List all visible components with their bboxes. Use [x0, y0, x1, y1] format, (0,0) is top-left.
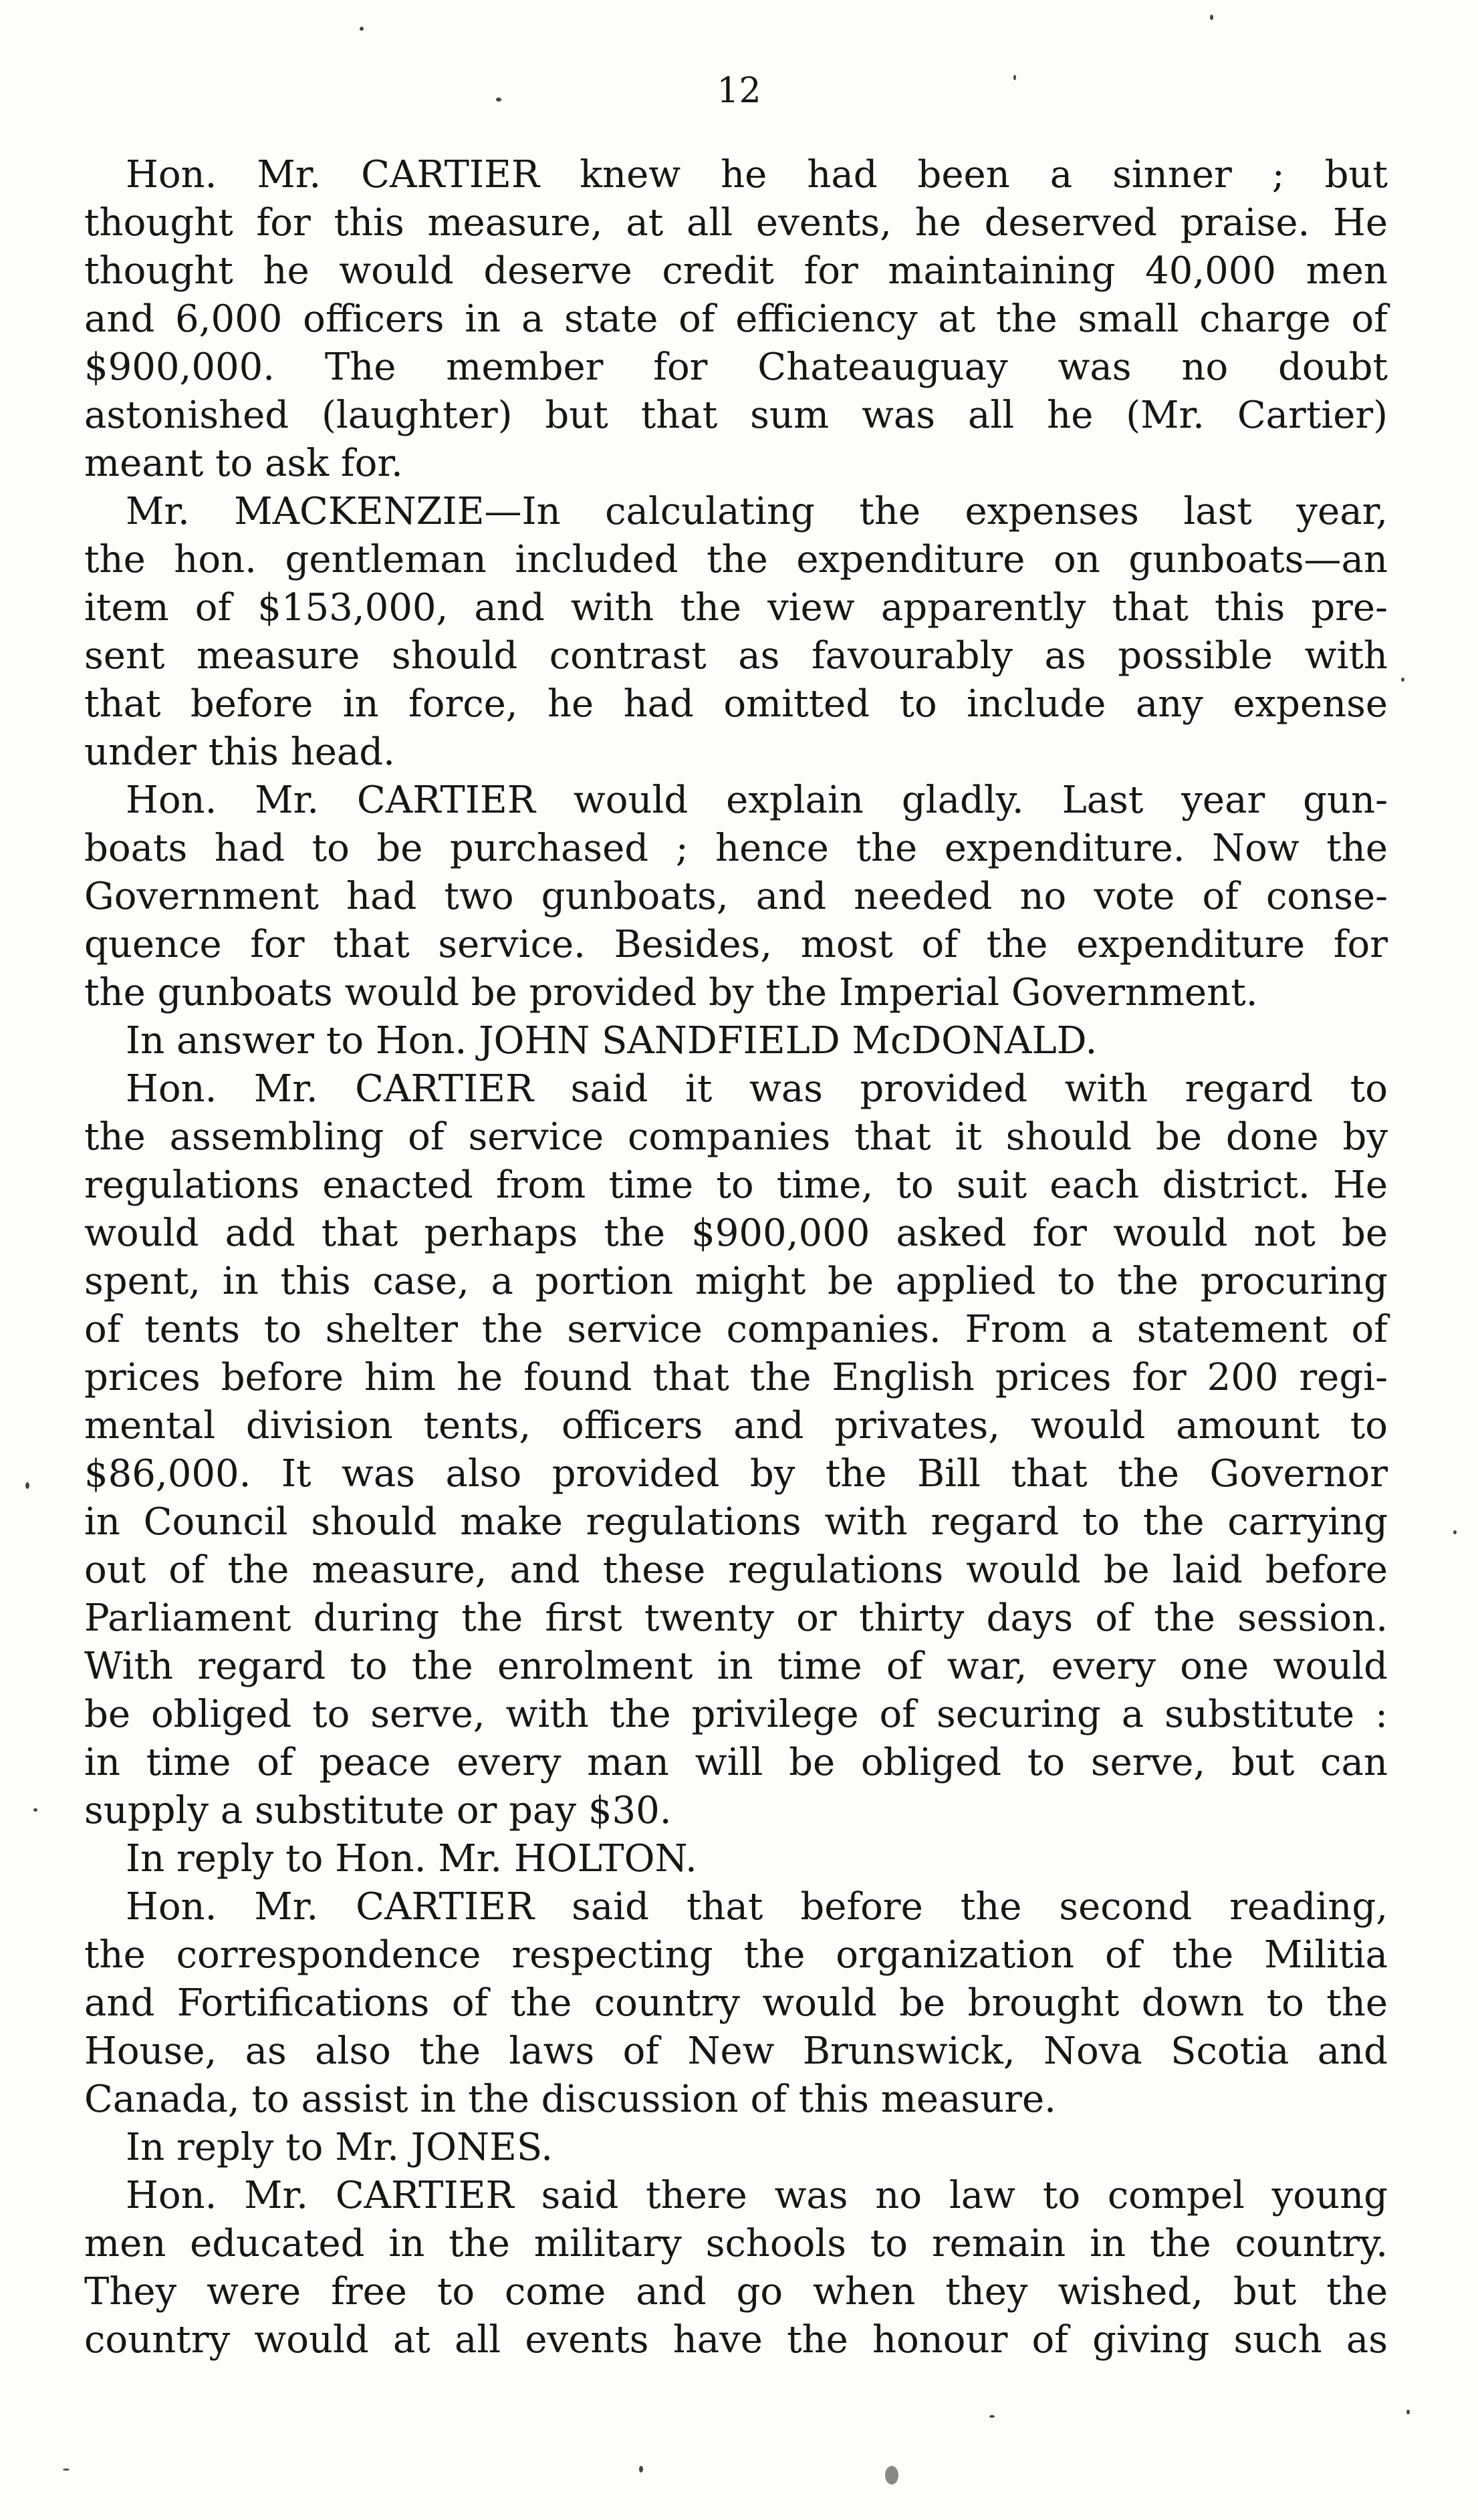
- text-line: and Fortifications of the country would be brought down to the: [84, 1981, 1388, 2025]
- text-line: the hon. gentleman included the expenditure on gunboats—an: [84, 538, 1388, 581]
- text-line: Hon. Mr. CARTIER knew he had been a sinner ; but: [126, 153, 1388, 196]
- scan-speck: [496, 98, 501, 102]
- paragraph: [84, 488, 1388, 777]
- text-line: $86,000. It was also provided by the Bill that the Governor: [84, 1452, 1388, 1496]
- scan-speck: [885, 2466, 898, 2485]
- text-line: Hon. Mr. CARTIER said that before the second reading,: [126, 1885, 1388, 1929]
- text-line: regulations enacted from time to time, to suit each district. He: [84, 1163, 1388, 1207]
- body-text: [84, 151, 1388, 2364]
- text-line: Mr. MACKENZIE—In calculating the expenses last year,: [126, 490, 1388, 533]
- text-line: mental division tents, officers and privates, would amount to: [84, 1404, 1388, 1447]
- scan-speck: [25, 1482, 29, 1489]
- paragraph: [84, 1835, 1388, 1883]
- paragraph: [84, 2124, 1388, 2172]
- text-line: boats had to be purchased ; hence the expenditure. Now the: [84, 827, 1388, 870]
- scan-speck: [639, 2466, 643, 2473]
- scan-speck: [1210, 15, 1213, 20]
- text-line: meant to ask for.: [84, 442, 403, 485]
- text-line: out of the measure, and these regulations would be laid before: [84, 1548, 1388, 1592]
- text-line: in Council should make regulations with regard to the carrying: [84, 1500, 1388, 1544]
- text-line: House, as also the laws of New Brunswick, Nova Scotia and: [84, 2029, 1388, 2073]
- text-line: In reply to Hon. Mr. HOLTON.: [126, 1837, 697, 1880]
- text-line: be obliged to serve, with the privilege of securing a substitute :: [84, 1693, 1388, 1736]
- text-line: Parliament during the first twenty or thirty days of the session.: [84, 1596, 1388, 1640]
- text-line: With regard to the enrolment in time of war, every one would: [84, 1645, 1388, 1688]
- text-line: supply a substitute or pay $30.: [84, 1789, 672, 1832]
- text-line: country would at all events have the honour of giving such as: [84, 2318, 1388, 2362]
- paragraph: [84, 1883, 1388, 2124]
- text-line: Hon. Mr. CARTIER said there was no law to compel young: [126, 2174, 1388, 2217]
- page-number: 12: [717, 71, 761, 111]
- text-line: that before in force, he had omitted to include any expense: [84, 682, 1388, 726]
- text-line: In answer to Hon. JOHN SANDFIELD McDONALD.: [126, 1019, 1098, 1063]
- scan-speck: [1013, 75, 1016, 80]
- text-line: would add that perhaps the $900,000 asked for would not be: [84, 1212, 1388, 1255]
- text-line: and 6,000 officers in a state of efficiency at the small charge of: [84, 297, 1388, 341]
- text-line: in time of peace every man will be obliged to serve, but can: [84, 1741, 1388, 1784]
- scan-speck: [989, 2415, 995, 2418]
- text-line: men educated in the military schools to remain in the country.: [84, 2222, 1388, 2265]
- text-line: $900,000. The member for Chateauguay was no doubt: [84, 345, 1388, 389]
- text-line: spent, in this case, a portion might be applied to the procuring: [84, 1260, 1388, 1303]
- text-line: They were free to come and go when they wished, but the: [84, 2270, 1388, 2314]
- text-line: item of $153,000, and with the view apparently that this pre-: [84, 586, 1388, 629]
- text-line: Hon. Mr. CARTIER said it was provided with regard to: [126, 1067, 1388, 1111]
- text-line: sent measure should contrast as favourably as possible with: [84, 634, 1388, 678]
- text-line: the gunboats would be provided by the Imperial Government.: [84, 971, 1258, 1014]
- scan-speck: [63, 2469, 70, 2471]
- text-line: the correspondence respecting the organization of the Militia: [84, 1933, 1388, 1977]
- text-line: thought he would deserve credit for maintaining 40,000 men: [84, 249, 1388, 293]
- text-line: Hon. Mr. CARTIER would explain gladly. Last year gun-: [126, 779, 1388, 822]
- paragraph: [84, 1065, 1388, 1835]
- paragraph: [84, 1017, 1388, 1065]
- scan-speck: [1453, 1530, 1457, 1534]
- text-line: prices before him he found that the English prices for 200 regi-: [84, 1356, 1388, 1399]
- text-line: Government had two gunboats, and needed no vote of conse-: [84, 875, 1388, 918]
- text-line: astonished (laughter) but that sum was all he (Mr. Cartier): [84, 394, 1388, 437]
- text-line: under this head.: [84, 730, 395, 774]
- scan-speck: [1406, 2410, 1410, 2414]
- text-line: In reply to Mr. JONES.: [126, 2126, 553, 2169]
- text-line: quence for that service. Besides, most of the expenditure for: [84, 923, 1388, 966]
- paragraph: [84, 2172, 1388, 2364]
- paragraph: [84, 777, 1388, 1017]
- text-line: thought for this measure, at all events, he deserved praise. He: [84, 201, 1388, 245]
- text-line: Canada, to assist in the discussion of this measure.: [84, 2078, 1056, 2121]
- paragraph: [84, 151, 1388, 488]
- text-line: of tents to shelter the service companies. From a statement of: [84, 1308, 1388, 1351]
- scan-speck: [33, 1808, 37, 1812]
- text-line: the assembling of service companies that it should be done by: [84, 1115, 1388, 1159]
- scan-speck: [360, 27, 364, 31]
- scan-speck: [1401, 678, 1404, 682]
